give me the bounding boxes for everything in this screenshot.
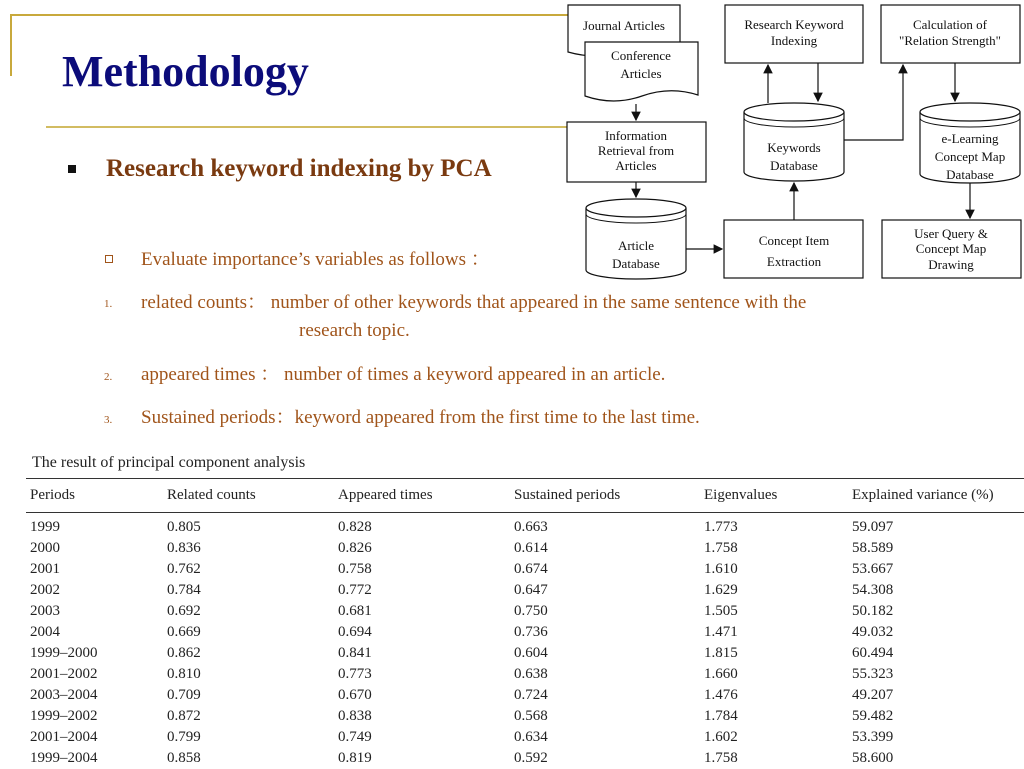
table-cell: 0.836 [167, 540, 201, 556]
table-cell: 1.758 [704, 750, 738, 766]
table-cell: 53.667 [852, 561, 894, 577]
table-cell: 58.600 [852, 750, 894, 766]
concept-db-label-1: e-Learning [941, 131, 999, 146]
item-number: 1. [104, 298, 113, 310]
slide-frame-vertical [10, 14, 12, 76]
column-header: Explained variance (%) [848, 479, 1024, 513]
keywords-db-label-1: Keywords [767, 140, 821, 155]
table-row [26, 538, 1024, 559]
table-cell: 0.647 [514, 582, 548, 598]
table-cell: 1.758 [704, 540, 738, 556]
concept-db-label-3: Database [946, 167, 994, 182]
table-row [26, 748, 1024, 769]
table-cell: 0.634 [514, 729, 548, 745]
table-cell: 2001–2002 [30, 666, 98, 682]
item-text: appeared times ： number of times a keyword appeared in an article. [141, 364, 666, 385]
user-query-box [882, 220, 1021, 278]
table-cell: 0.784 [167, 582, 201, 598]
column-header: Appeared times [334, 479, 510, 513]
table-cell: 0.709 [167, 687, 201, 703]
query-label-2: Concept Map [915, 241, 987, 256]
indexing-label-2: Indexing [770, 33, 818, 48]
square-bullet-icon [68, 165, 76, 173]
table-cell: 0.669 [167, 624, 201, 640]
table-cell: 0.614 [514, 540, 548, 556]
table-cell: 2000 [30, 540, 60, 556]
table-cell: 0.638 [514, 666, 548, 682]
keywords-database-cylinder [744, 103, 844, 181]
table-cell: 0.805 [167, 519, 201, 535]
table-cell: 2001 [30, 561, 60, 577]
table-cell: 0.749 [338, 729, 372, 745]
relation-label-1: Calculation of [912, 17, 988, 32]
information-retrieval-box [567, 122, 706, 182]
item-text-continuation: research topic. [299, 320, 410, 341]
item-text: Sustained periods：keyword appeared from the first time to the last time. [141, 407, 700, 428]
table-cell: 2004 [30, 624, 60, 640]
table-cell: 0.592 [514, 750, 548, 766]
table-row [26, 580, 1024, 601]
section-heading: Research keyword indexing by PCA [106, 155, 492, 182]
table-cell: 0.838 [338, 708, 372, 724]
pca-results-table [26, 478, 1024, 769]
table-cell: 0.828 [338, 519, 372, 535]
slide-title: Methodology [62, 47, 309, 96]
info-label-2: Retrieval from [597, 143, 675, 158]
slide-frame-horizontal [10, 14, 570, 16]
table-cell: 1.784 [704, 708, 738, 724]
table-cell: 1.476 [704, 687, 738, 703]
column-header: Eigenvalues [700, 479, 848, 513]
table-cell: 0.841 [338, 645, 372, 661]
table-row [26, 559, 1024, 580]
table-cell: 0.724 [514, 687, 548, 703]
extraction-label-1: Concept Item [758, 233, 830, 248]
keywords-db-label-2: Database [770, 158, 818, 173]
table-cell: 0.799 [167, 729, 201, 745]
table-row [26, 513, 1024, 539]
table-cell: 0.826 [338, 540, 372, 556]
item-number: 3. [104, 414, 113, 426]
table-cell: 49.032 [852, 624, 894, 640]
table-cell: 0.858 [167, 750, 201, 766]
table-cell: 1999–2002 [30, 708, 98, 724]
concept-map-database-cylinder [920, 103, 1020, 183]
keyword-indexing-box [725, 5, 863, 63]
table-cell: 59.482 [852, 708, 894, 724]
table-header-row [26, 479, 1024, 513]
table-cell: 50.182 [852, 603, 894, 619]
table-cell: 0.663 [514, 519, 548, 535]
table-cell: 55.323 [852, 666, 894, 682]
info-label-3: Articles [615, 158, 657, 173]
conference-label-1: Conference [611, 48, 671, 63]
extraction-label-2: Extraction [766, 254, 822, 269]
methodology-flow-diagram [560, 0, 1024, 290]
article-db-label-1: Article [617, 238, 655, 253]
table-cell: 2002 [30, 582, 60, 598]
table-cell: 0.773 [338, 666, 372, 682]
table-cell: 0.762 [167, 561, 201, 577]
table-cell: 54.308 [852, 582, 894, 598]
table-cell: 1.629 [704, 582, 738, 598]
table-cell: 0.810 [167, 666, 201, 682]
table-cell: 59.097 [852, 519, 894, 535]
info-label-1: Information [604, 128, 668, 143]
table-row [26, 727, 1024, 748]
table-cell: 2003 [30, 603, 60, 619]
column-header: Related counts [163, 479, 334, 513]
relation-strength-box [881, 5, 1020, 63]
table-cell: 1.773 [704, 519, 738, 535]
table-cell: 0.862 [167, 645, 201, 661]
column-header: Periods [26, 479, 163, 513]
table-cell: 0.694 [338, 624, 372, 640]
table-cell: 0.681 [338, 603, 372, 619]
table-cell: 1.610 [704, 561, 738, 577]
table-cell: 1999–2000 [30, 645, 98, 661]
table-cell: 0.670 [338, 687, 372, 703]
table-cell: 60.494 [852, 645, 894, 661]
title-divider [46, 126, 568, 128]
journal-label: Journal Articles [583, 18, 665, 33]
table-cell: 2003–2004 [30, 687, 98, 703]
table-cell: 0.819 [338, 750, 372, 766]
article-db-label-2: Database [612, 256, 660, 271]
item-text: related counts： number of other keywords that appeared in the same sentence with the [141, 292, 807, 313]
table-cell: 53.399 [852, 729, 894, 745]
indexing-label-1: Research Keyword [744, 17, 844, 32]
table-cell: 1.602 [704, 729, 738, 745]
table-cell: 0.750 [514, 603, 548, 619]
table-caption: The result of principal component analysis [32, 454, 306, 471]
table-cell: 1.471 [704, 624, 738, 640]
concept-db-label-2: Concept Map [934, 149, 1006, 164]
table-cell: 0.674 [514, 561, 548, 577]
table-cell: 0.692 [167, 603, 201, 619]
table-cell: 1.660 [704, 666, 738, 682]
table-row [26, 622, 1024, 643]
table-cell: 1.815 [704, 645, 738, 661]
table-cell: 0.872 [167, 708, 201, 724]
table-row [26, 601, 1024, 622]
sub-bullet-text: Evaluate importance’s variables as follows ： [141, 249, 490, 270]
table-row [26, 664, 1024, 685]
table-cell: 0.604 [514, 645, 548, 661]
conference-articles-document [585, 42, 698, 101]
table-cell: 0.772 [338, 582, 372, 598]
conference-label-2: Articles [620, 66, 662, 81]
item-number: 2. [104, 371, 113, 383]
table-cell: 49.207 [852, 687, 894, 703]
table-cell: 0.568 [514, 708, 548, 724]
table-row [26, 643, 1024, 664]
table-cell: 58.589 [852, 540, 894, 556]
query-label-3: Drawing [928, 257, 974, 272]
article-database-cylinder [586, 199, 686, 279]
table-cell: 1.505 [704, 603, 738, 619]
table-cell: 1999–2004 [30, 750, 98, 766]
table-row [26, 685, 1024, 706]
query-label-1: User Query & [914, 226, 988, 241]
table-cell: 2001–2004 [30, 729, 98, 745]
table-cell: 1999 [30, 519, 60, 535]
column-header: Sustained periods [510, 479, 700, 513]
hollow-square-bullet-icon [105, 255, 113, 263]
concept-extraction-box [724, 220, 863, 278]
table-row [26, 706, 1024, 727]
table-cell: 0.736 [514, 624, 548, 640]
relation-label-2: "Relation Strength" [899, 33, 1001, 48]
table-cell: 0.758 [338, 561, 372, 577]
